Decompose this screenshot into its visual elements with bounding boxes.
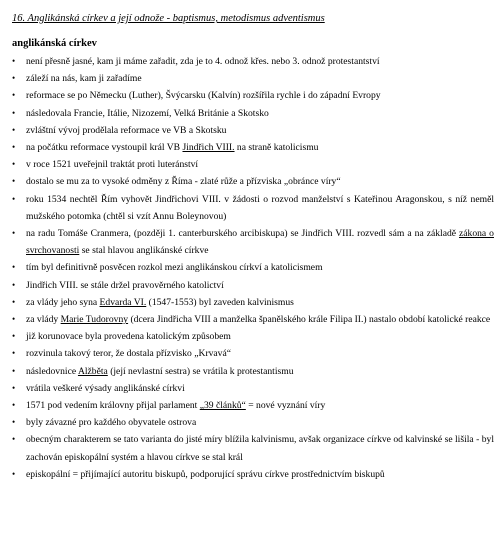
- bullet-icon: •: [12, 262, 16, 273]
- list-item: • na radu Tomáše Cranmera, (později 1. canterburského arcibiskupa) se Jindřich VIII. rozvedl sám a na základě zákona o svrchovanosti se stal hlavou anglikánské církve: [12, 225, 494, 259]
- underlined-term: Alžběta: [77, 365, 108, 377]
- bullet-icon: •: [12, 107, 16, 118]
- list-item: • již korunovace byla provedena katolickým způsobem: [12, 328, 494, 345]
- bullet-icon: •: [12, 331, 16, 342]
- bullet-icon: •: [12, 90, 16, 101]
- bullet-icon: •: [12, 176, 16, 187]
- list-item: • následovnice Alžběta (její nevlastní sestra) se vrátila k protestantismu: [12, 363, 494, 380]
- list-item: • episkopální = přijímající autoritu biskupů, podporující správu církve prostřednictvím biskupů: [12, 466, 494, 483]
- bullet-icon: •: [12, 400, 16, 411]
- list-item: • za vlády Marie Tudorovny (dcera Jindřicha VIII a manželka španělského krále Filipa II.) nastalo období katolické reakce: [12, 311, 494, 328]
- bullet-icon: •: [12, 468, 16, 479]
- list-item: • není přesně jasné, kam ji máme zařadit, zda je to 4. odnož křes. nebo 3. odnož protestantství: [12, 53, 494, 70]
- bullet-list: [12, 53, 494, 483]
- list-item: • roku 1534 nechtěl Řím vyhovět Jindřichovi VIII. v žádosti o rozvod manželství s Kateřinou Aragonskou, s níž neměl mužského potomka (chtěl si vzít Annu Boleynovou): [12, 191, 494, 225]
- list-item: • obecným charakterem se tato varianta do jisté míry blížila kalvinismu, avšak organizace církve od kalvinské se lišila - byl zachován episkopální systém a hlavou církve se stal král: [12, 431, 494, 465]
- bullet-icon: •: [12, 142, 16, 153]
- underlined-term: zákona o svrchovanosti: [26, 228, 494, 257]
- underlined-term: „39 článků“: [199, 400, 246, 412]
- bullet-icon: •: [12, 73, 16, 84]
- page-title: 16. Anglikánská církev a její odnože - baptismus, metodismus adventismus: [12, 13, 325, 24]
- bullet-icon: •: [12, 314, 16, 325]
- list-item: • tím byl definitivně posvěcen rozkol mezi anglikánskou církví a katolicismem: [12, 259, 494, 276]
- section-heading: anglikánská církev: [12, 38, 97, 49]
- bullet-icon: •: [12, 193, 16, 204]
- list-item: • reformace se po Německu (Luther), Švýcarsku (Kalvín) rozšířila rychle i do západní Evropy: [12, 87, 494, 104]
- list-item: • byly závazné pro každého obyvatele ostrova: [12, 414, 494, 431]
- bullet-icon: •: [12, 365, 16, 376]
- bullet-icon: •: [12, 279, 16, 290]
- list-item: • 1571 pod vedením královny přijal parlament „39 článků“ = nové vyznání víry: [12, 397, 494, 414]
- bullet-icon: •: [12, 159, 16, 170]
- bullet-icon: •: [12, 228, 16, 239]
- list-item: • záleží na nás, kam ji zařadíme: [12, 70, 494, 87]
- bullet-icon: •: [12, 348, 16, 359]
- list-item: • rozvinula takový teror, že dostala přízvisko „Krvavá“: [12, 345, 494, 362]
- bullet-icon: •: [12, 56, 16, 66]
- bullet-icon: •: [12, 296, 16, 307]
- bullet-icon: •: [12, 124, 16, 135]
- bullet-icon: •: [12, 382, 16, 393]
- list-item: • vrátila veškeré výsady anglikánské církvi: [12, 380, 494, 397]
- underlined-term: Jindřich VIII.: [182, 142, 235, 154]
- list-item: • Jindřich VIII. se stále držel pravověrného katolictví: [12, 277, 494, 294]
- underlined-term: Edvarda VI.: [99, 296, 147, 308]
- list-item: • následovala Francie, Itálie, Nizozemí, Velká Británie a Skotsko: [12, 105, 494, 122]
- bullet-icon: •: [12, 434, 16, 445]
- list-item: • v roce 1521 uveřejnil traktát proti luteránství: [12, 156, 494, 173]
- list-item: • na počátku reformace vystoupil král VB Jindřich VIII. na straně katolicismu: [12, 139, 494, 156]
- list-item: • zvláštní vývoj prodělala reformace ve VB a Skotsku: [12, 122, 494, 139]
- underlined-term: Marie Tudorovny: [60, 314, 129, 326]
- list-item: • dostalo se mu za to vysoké odměny z Říma - zlaté růže a přízviska „obránce víry“: [12, 173, 494, 190]
- list-item: • za vlády jeho syna Edvarda VI. (1547-1553) byl zaveden kalvinismus: [12, 294, 494, 311]
- bullet-icon: •: [12, 417, 16, 428]
